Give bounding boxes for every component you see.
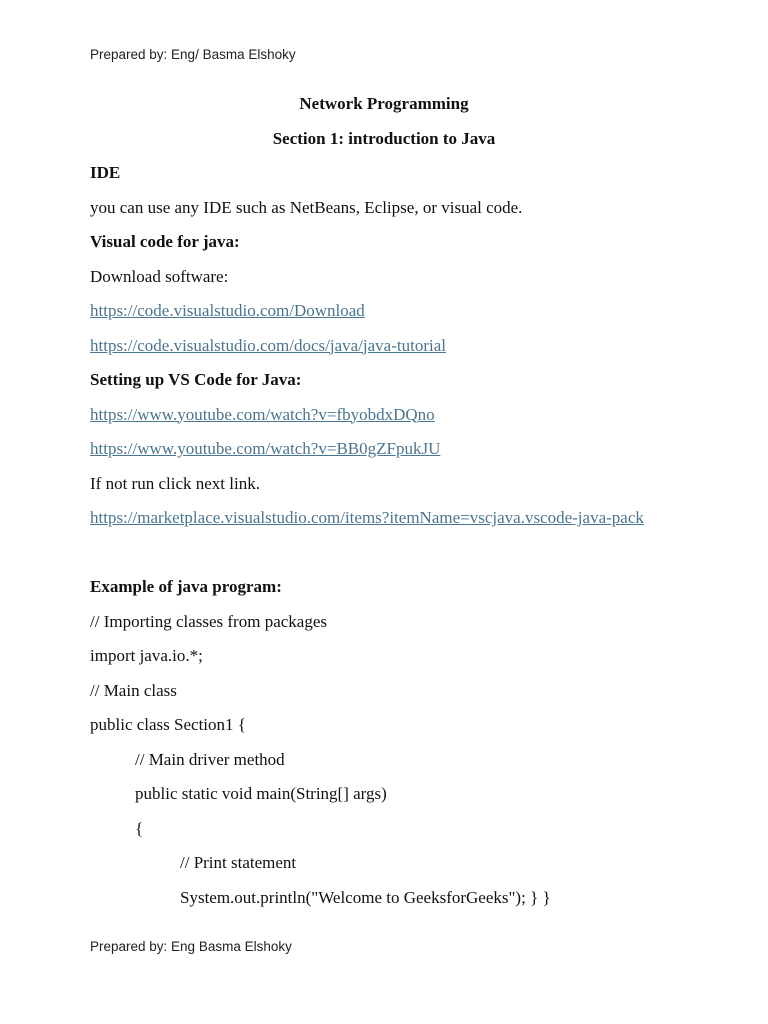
- link-youtube-2[interactable]: https://www.youtube.com/watch?v=BB0gZFpukJU: [90, 439, 441, 458]
- example-heading: Example of java program:: [90, 577, 282, 596]
- ide-heading: IDE: [90, 163, 121, 182]
- code-line: // Importing classes from packages: [90, 611, 327, 631]
- document-title: Network Programming: [299, 94, 469, 113]
- download-label: Download software:: [90, 266, 229, 286]
- ide-description: you can use any IDE such as NetBeans, Eclipse, or visual code.: [90, 197, 523, 217]
- setup-heading: Setting up VS Code for Java:: [90, 370, 302, 389]
- section-subtitle: Section 1: introduction to Java: [272, 128, 496, 148]
- code-line: System.out.println("Welcome to GeeksforGeeks"); } }: [180, 887, 551, 907]
- code-line: public static void main(String[] args): [135, 784, 387, 803]
- code-line: // Main driver method: [135, 749, 285, 769]
- link-marketplace[interactable]: https://marketplace.visualstudio.com/items?itemName=vscjava.vscode-java-pack: [90, 508, 644, 527]
- code-line: public class Section1 {: [90, 715, 246, 734]
- link-youtube-1[interactable]: https://www.youtube.com/watch?v=fbyobdxDQno: [90, 404, 435, 424]
- code-line: // Main class: [90, 680, 177, 700]
- link-java-tutorial[interactable]: https://code.visualstudio.com/docs/java/java-tutorial: [90, 335, 446, 355]
- link-vscode-download[interactable]: https://code.visualstudio.com/Download: [90, 301, 365, 320]
- code-line: {: [135, 818, 144, 838]
- page-header: Prepared by: Eng/ Basma Elshoky: [90, 47, 296, 62]
- blank-line: [90, 540, 690, 575]
- visual-code-heading: Visual code for java:: [90, 232, 240, 251]
- code-line: import java.io.*;: [90, 646, 203, 665]
- code-block: [90, 609, 690, 920]
- code-line: // Print statement: [180, 853, 297, 872]
- document-body: [90, 91, 690, 919]
- fallback-text: If not run click next link.: [90, 473, 260, 493]
- page-footer: Prepared by: Eng Basma Elshoky: [90, 939, 292, 954]
